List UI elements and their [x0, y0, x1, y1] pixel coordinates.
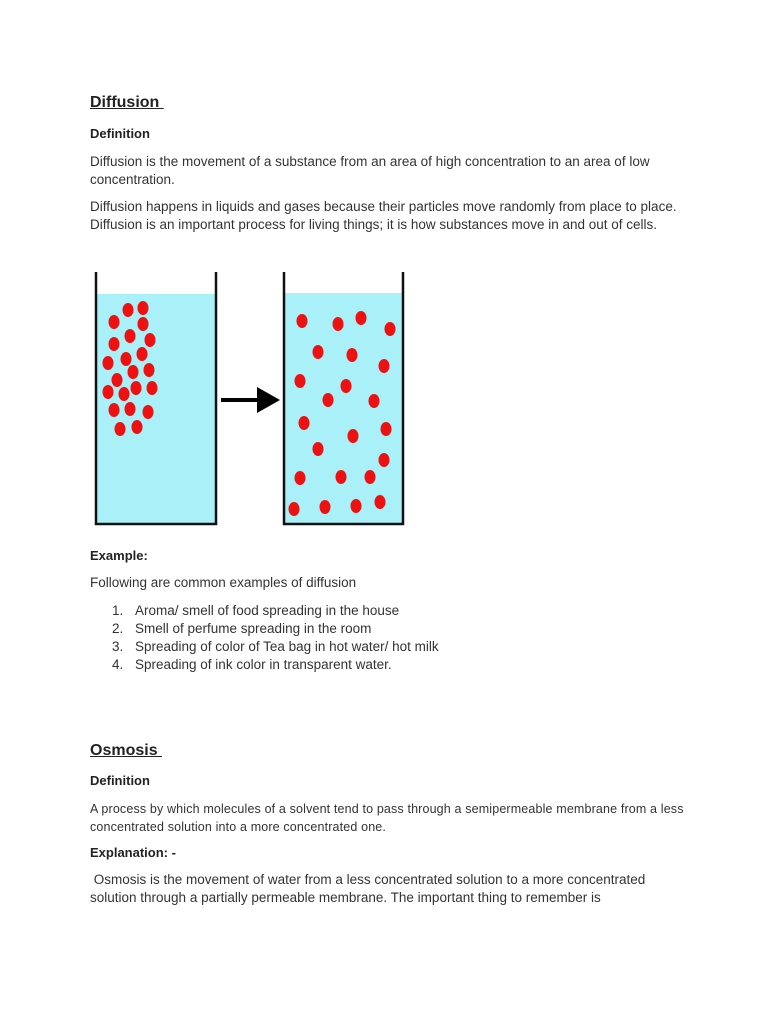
- particle: [295, 471, 306, 485]
- particle: [132, 420, 143, 434]
- particle: [144, 363, 155, 377]
- diffusion-definition-text: Diffusion is the movement of a substance from an area of high concentration to an area of low concentration.: [90, 154, 650, 187]
- particle: [289, 502, 300, 516]
- particle: [351, 499, 362, 513]
- osmosis-explanation-label: Explanation: -: [90, 845, 176, 860]
- example-label: Example:: [90, 548, 148, 563]
- diffusion-description-text: Diffusion happens in liquids and gases because their particles move randomly from place to place. Diffusion is an important process for living things; it is how substances move in and out of cells.: [90, 199, 677, 232]
- particle: [109, 315, 120, 329]
- particle: [348, 429, 359, 443]
- particle: [109, 337, 120, 351]
- right-beaker: [284, 272, 403, 524]
- particle: [123, 303, 134, 317]
- particle: [138, 317, 149, 331]
- left-beaker: [96, 272, 216, 524]
- diffusion-definition-label: Definition: [90, 126, 150, 141]
- particle: [385, 322, 396, 336]
- particle: [119, 387, 130, 401]
- particle: [323, 393, 334, 407]
- list-item: 4. Spreading of ink color in transparent water.: [112, 657, 392, 672]
- osmosis-definition-text: A process by which molecules of a solvent tend to pass through a semipermeable membrane from a less concentrated solution into a more concentrated one.: [90, 802, 684, 834]
- particle: [336, 470, 347, 484]
- particle: [356, 311, 367, 325]
- particle: [109, 403, 120, 417]
- examples-list: [90, 602, 439, 674]
- particle: [375, 495, 386, 509]
- particle: [125, 329, 136, 343]
- diffusion-diagram: [90, 266, 420, 532]
- diffusion-heading: Diffusion: [90, 94, 164, 111]
- particle: [365, 470, 376, 484]
- particle: [379, 453, 390, 467]
- particle: [103, 385, 114, 399]
- arrow-icon: [221, 387, 280, 413]
- particle: [143, 405, 154, 419]
- particle: [379, 359, 390, 373]
- particle: [131, 381, 142, 395]
- particle: [313, 442, 324, 456]
- particle: [103, 356, 114, 370]
- particle: [147, 381, 158, 395]
- particle: [299, 416, 310, 430]
- particle: [369, 394, 380, 408]
- particle: [115, 422, 126, 436]
- osmosis-definition-label: Definition: [90, 773, 150, 788]
- particle: [112, 373, 123, 387]
- particle: [121, 352, 132, 366]
- particle: [313, 345, 324, 359]
- particle: [137, 347, 148, 361]
- list-item: 2. Smell of perfume spreading in the room: [112, 621, 372, 636]
- particle: [320, 500, 331, 514]
- osmosis-explanation-text: Osmosis is the movement of water from a less concentrated solution to a more concentrated solution through a partially permeable membrane. The important thing to remember is: [90, 872, 650, 905]
- osmosis-heading: Osmosis: [90, 742, 163, 759]
- particle: [128, 365, 139, 379]
- particle: [333, 317, 344, 331]
- list-item: 1. Aroma/ smell of food spreading in the house: [112, 603, 400, 618]
- list-item: 3. Spreading of color of Tea bag in hot water/ hot milk: [112, 639, 439, 654]
- particle: [341, 379, 352, 393]
- particle: [295, 374, 306, 388]
- particle: [145, 333, 156, 347]
- particle: [347, 348, 358, 362]
- example-intro: Following are common examples of diffusion: [90, 575, 357, 590]
- particle: [125, 402, 136, 416]
- particle: [138, 301, 149, 315]
- particle: [381, 422, 392, 436]
- particle: [297, 314, 308, 328]
